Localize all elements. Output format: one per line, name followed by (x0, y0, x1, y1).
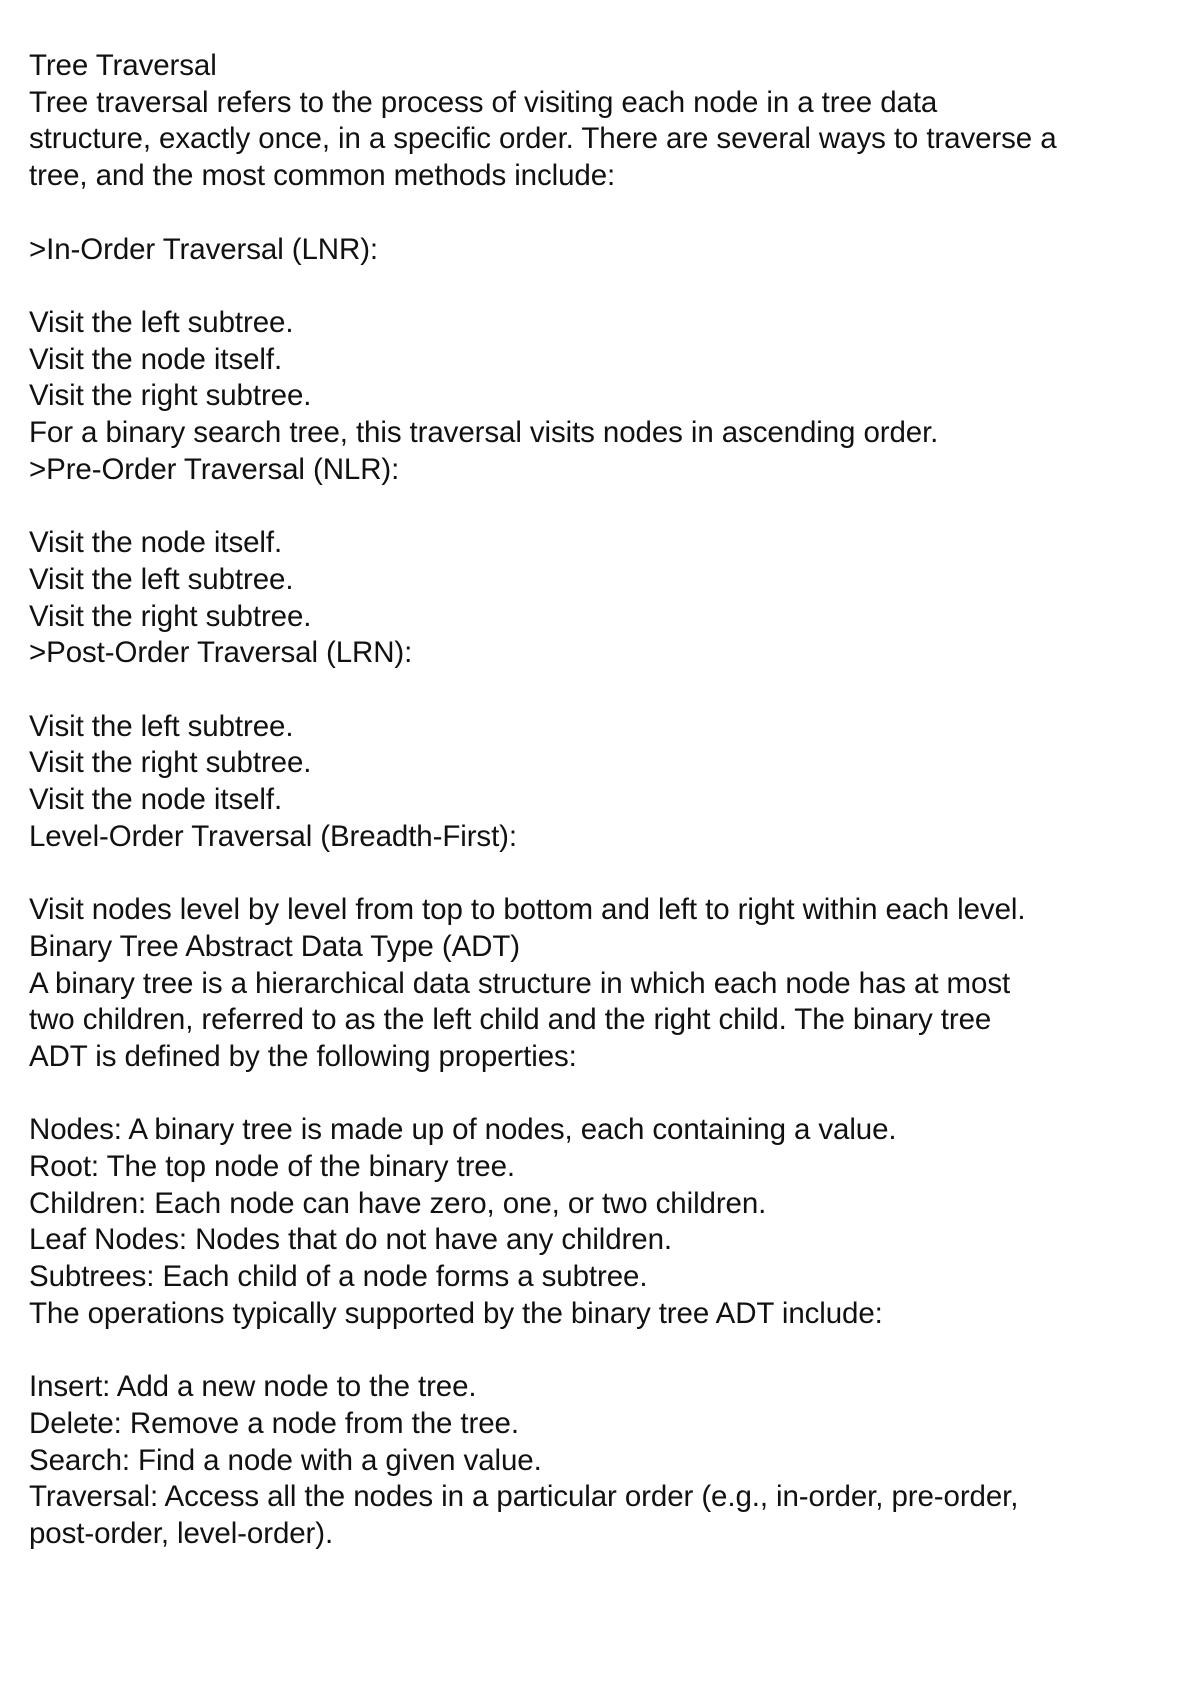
text-line: >In-Order Traversal (LNR): (29, 232, 379, 266)
text-line: Binary Tree Abstract Data Type (ADT) (29, 929, 520, 963)
blank-line (29, 1333, 1179, 1370)
blank-line (29, 1076, 1179, 1113)
document-body (29, 48, 1179, 1553)
text-line: structure, exactly once, in a specific order. There are several ways to traverse a (29, 122, 1057, 156)
text-line: Tree Traversal (29, 49, 217, 82)
text-line: Root: The top node of the binary tree. (29, 1150, 516, 1183)
text-line: Tree traversal refers to the process of visiting each node in a tree data (29, 85, 938, 119)
text-line: Visit nodes level by level from top to bottom and left to right within each level. (29, 893, 1026, 927)
text-line: Visit the left subtree. (29, 305, 294, 339)
text-line: Search: Find a node with a given value. (29, 1443, 542, 1477)
blank-line (29, 488, 1179, 525)
text-line: post-order, level-order). (29, 1517, 334, 1551)
text-line: tree, and the most common methods include: (29, 159, 616, 193)
text-line: The operations typically supported by the binary tree ADT include: (29, 1296, 883, 1330)
text-line: >Pre-Order Traversal (NLR): (29, 452, 400, 486)
text-line: >Post-Order Traversal (LRN): (29, 636, 413, 670)
text-line: Delete: Remove a node from the tree. (29, 1406, 519, 1440)
text-line: Visit the right subtree. (29, 379, 312, 413)
text-line: Children: Each node can have zero, one, or two children. (29, 1186, 767, 1220)
text-line: Level-Order Traversal (Breadth-First): (29, 819, 517, 853)
blank-line (29, 855, 1179, 892)
text-line: Subtrees: Each child of a node forms a subtree. (29, 1260, 648, 1294)
text-line: Insert: Add a new node to the tree. (29, 1370, 477, 1404)
blank-line (29, 268, 1179, 305)
text-line: Visit the left subtree. (29, 562, 294, 596)
text-line: Visit the right subtree. (29, 599, 312, 633)
text-line: ADT is defined by the following properties: (29, 1039, 577, 1073)
text-line: For a binary search tree, this traversal visits nodes in ascending order. (29, 416, 939, 449)
text-line: Visit the node itself. (29, 526, 283, 560)
text-line: Leaf Nodes: Nodes that do not have any children. (29, 1223, 672, 1257)
text-line: Visit the node itself. (29, 783, 283, 816)
text-line: A binary tree is a hierarchical data structure in which each node has at most (29, 966, 1011, 1000)
text-line: two children, referred to as the left child and the right child. The binary tree (29, 1003, 992, 1037)
blank-line (29, 672, 1179, 709)
text-line: Visit the right subtree. (29, 746, 312, 780)
text-line: Visit the node itself. (29, 342, 283, 376)
text-line: Traversal: Access all the nodes in a particular order (e.g., in-order, pre-order, (29, 1480, 1019, 1514)
text-line: Nodes: A binary tree is made up of nodes, each containing a value. (29, 1113, 897, 1147)
blank-line (29, 195, 1179, 232)
text-line: Visit the left subtree. (29, 709, 294, 743)
